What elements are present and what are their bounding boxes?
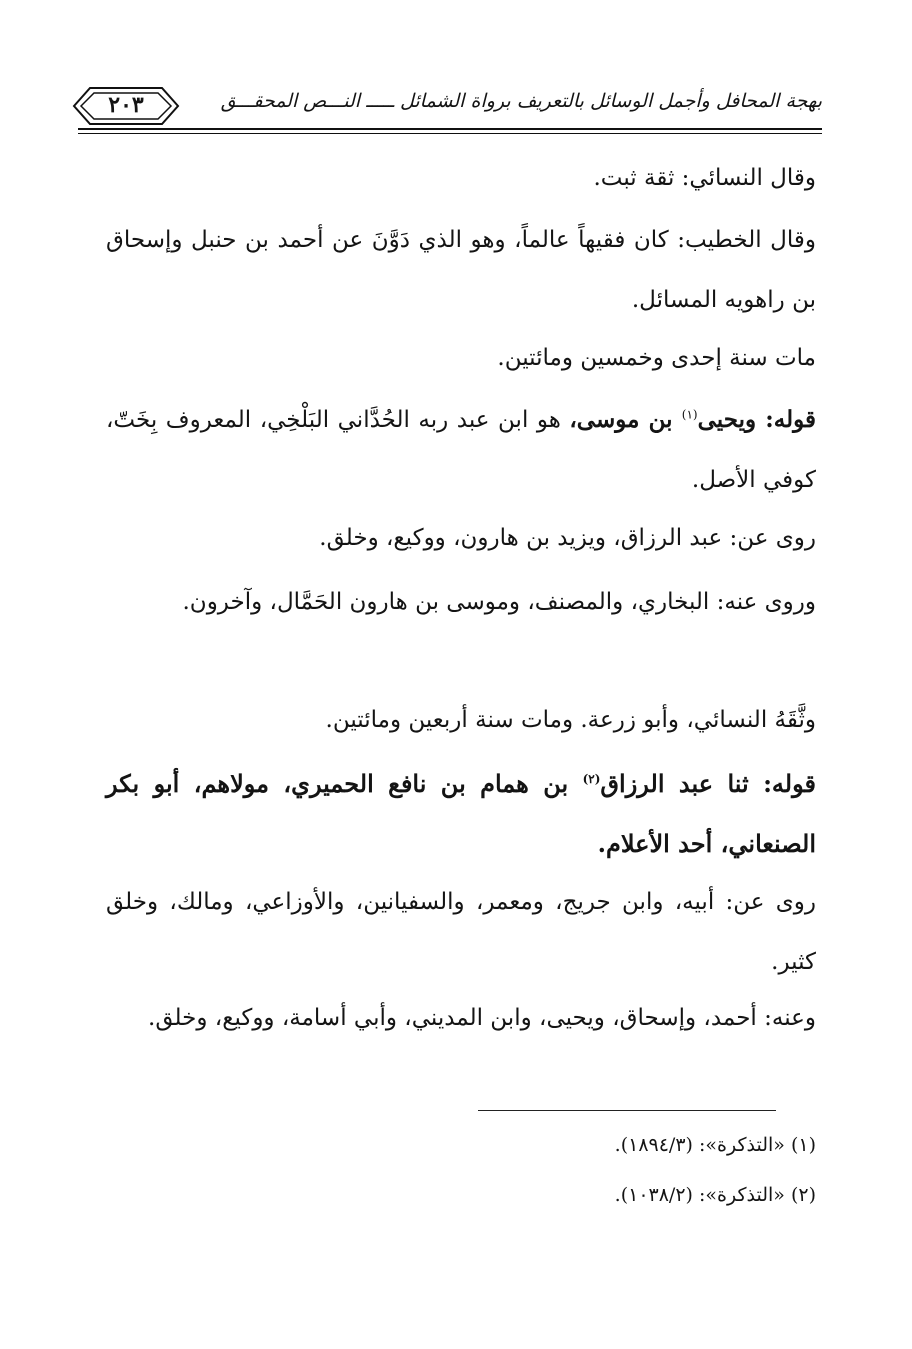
entry-heading: بن موسى، <box>569 406 682 433</box>
paragraph: روى عن: أبيه، وابن جريج، ومعمر، والسفيانين، والأوزاعي، ومالك، وخلق كثير. <box>106 889 816 975</box>
page-number-badge <box>72 84 180 128</box>
paragraph: وقال النسائي: ثقة ثبت. <box>593 165 816 191</box>
header-rule <box>78 128 822 130</box>
entry-text: هو ابن عبد ربه الحُدَّاني البَلْخِي، المعروف بِخَتّ، كوفي الأصل. <box>106 407 816 493</box>
paragraph: مات سنة إحدى وخمسين ومائتين. <box>497 345 816 371</box>
running-header <box>72 84 822 136</box>
footnote-ref: (٢) <box>582 772 601 786</box>
header-rule-thin <box>78 133 822 134</box>
footnote: (٢) «التذكرة»: (١٠٣٨/٢). <box>614 1184 816 1206</box>
entry-text: بن همام بن نافع الحميري، مولاهم، أبو بكر الصنعاني، أحد الأعلام. <box>106 769 816 858</box>
entry-heading: قوله: ويحيى <box>697 406 816 433</box>
header-title: بهجة المحافل وأجمل الوسائل بالتعريف برواة الشمائل ـــــ النـــص المحقـــق <box>220 90 822 112</box>
paragraph: وقال الخطيب: كان فقيهاً عالماً، وهو الذي دَوَّنَ عن أحمد بن حنبل وإسحاق بن راهويه المسائل. <box>106 227 816 313</box>
paragraph: وعنه: أحمد، وإسحاق، ويحيى، وابن المديني، وأبي أسامة، ووكيع، وخلق. <box>148 1005 816 1031</box>
paragraph <box>106 754 816 874</box>
page-number: ٢٠٣ <box>108 92 144 118</box>
paragraph: وثَّقَهُ النسائي، وأبو زرعة. ومات سنة أربعين ومائتين. <box>325 707 816 733</box>
paragraph <box>106 390 816 510</box>
entry-heading: قوله: ثنا عبد الرزاق <box>600 769 816 798</box>
paragraph: وروى عنه: البخاري، والمصنف، وموسى بن هارون الحَمَّال، وآخرون. <box>182 589 816 615</box>
footnote-ref: (١) <box>681 407 698 422</box>
footnote-separator <box>478 1110 776 1111</box>
footnote: (١) «التذكرة»: (١٨٩٤/٣). <box>614 1134 816 1156</box>
paragraph: روى عن: عبد الرزاق، ويزيد بن هارون، ووكيع، وخلق. <box>319 525 816 551</box>
